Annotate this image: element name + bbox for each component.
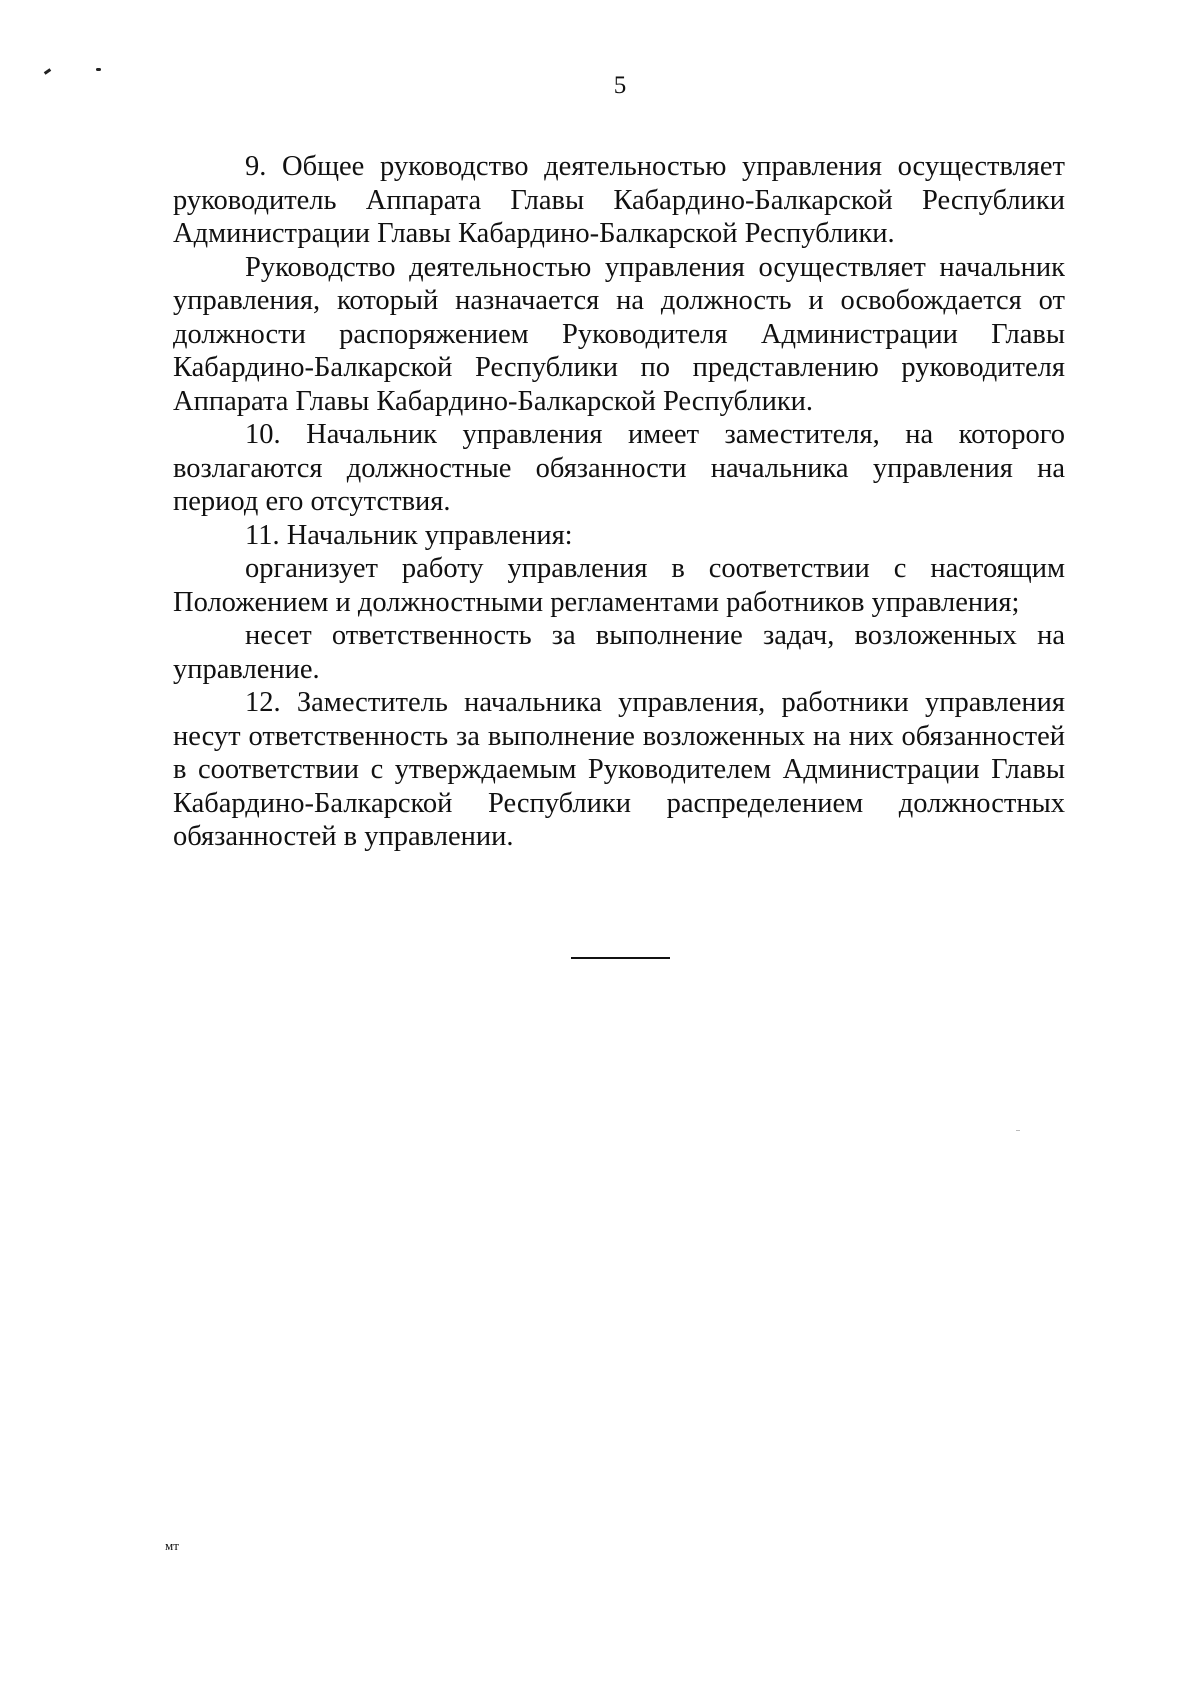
paragraph: несет ответственность за выполнение задач, возложенных на управление.: [173, 620, 1065, 685]
scan-artifact-mark: [1016, 1130, 1020, 1131]
document-body: [173, 150, 1065, 854]
paragraph: 9. Общее руководство деятельностью управления осуществляет руководитель Аппарата Главы Кабардино-Балкарской Республики Администрации Главы Кабардино-Балкарской Республики.: [173, 151, 1065, 249]
end-of-text-separator: [571, 957, 670, 959]
footer-code: мт: [165, 1538, 179, 1553]
paragraph: 10. Начальник управления имеет заместителя, на которого возлагаются должностные обязанности начальника управления на период его отсутствия.: [173, 419, 1065, 517]
paragraph: организует работу управления в соответствии с настоящим Положением и должностными регламентами работников управления;: [173, 553, 1065, 618]
scan-artifact-mark: [96, 68, 101, 71]
paragraph: 12. Заместитель начальника управления, работники управления несут ответственность за выполнение возложенных на них обязанностей в соответствии с утверждаемым Руководителем Администрации Главы Кабардино-Балкарской Республики распределением должностных обязанностей в управлении.: [173, 687, 1065, 852]
page-number: 5: [613, 72, 627, 99]
paragraph: Руководство деятельностью управления осуществляет начальник управления, который назначается на должность и освобождается от должности распоряжением Руководителя Администрации Главы Кабардино-Балкарской Республики по представлению руководителя Аппарата Главы Кабардино-Балкарской Республики.: [173, 251, 1065, 417]
paragraph: 11. Начальник управления:: [245, 519, 573, 551]
